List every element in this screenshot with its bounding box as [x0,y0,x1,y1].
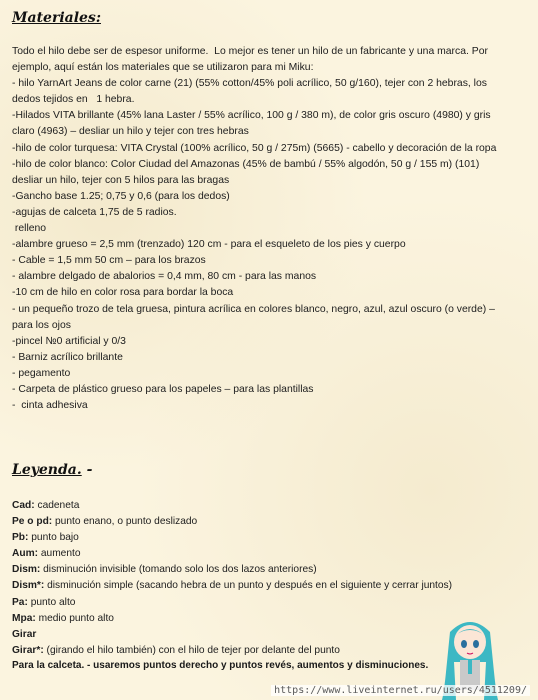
legend-desc: medio punto alto [35,612,114,624]
legend-desc: disminución simple (sacando hebra de un punto y después en el siguiente y cerrar juntos) [44,580,453,592]
materials-line: - Cable = 1,5 mm 50 cm – para los brazos [12,255,206,267]
legend-list [12,498,472,659]
materials-line: dedos tejidos en 1 hebra. [12,94,135,106]
legend-abbr: Pa: [12,596,28,608]
legend-abbr: Girar [12,628,37,640]
materials-line: - Carpeta de plástico grueso para los papeles – para las plantillas [12,383,314,395]
materials-line: -Hilados VITA brillante (45% lana Laster / 55% acrílico, 100 g / 380 m), de color gris oscuro (4980) y gris [12,110,491,122]
materials-line: - alambre delgado de abalorios = 0,4 mm, 80 cm - para las manos [12,271,317,283]
materials-line: desliar un hilo, tejer con 5 hilos para las bragas [12,174,230,186]
legend-abbr: Pb: [12,532,29,544]
legend-item [12,627,472,643]
materials-line: - Barniz acrílico brillante [12,351,123,363]
legend-abbr: Dism: [12,564,41,576]
materials-line: -hilo de color blanco: Color Ciudad del Amazonas (45% de bambú / 55% algodón, 50 g / 155 m) (101) [12,158,480,170]
materials-line: -agujas de calceta 1,75 de 5 radios. [12,206,177,218]
legend-item [12,530,472,546]
materials-heading: Materiales: [12,10,101,26]
source-watermark: https://www.liveinternet.ru/users/4511209/ [271,685,530,696]
materials-line: Todo el hilo debe ser de espesor uniforme. Lo mejor es tener un hilo de un fabricante y una marca. Por [12,46,488,57]
legend-desc: disminución invisible (tomando solo los dos lazos anteriores) [40,564,317,576]
legend-desc: punto bajo [28,532,79,544]
legend-abbr: Mpa: [12,612,36,624]
legend-desc: punto alto [27,596,76,608]
legend-item [12,643,472,659]
materials-list [12,44,527,414]
materials-line: -Gancho base 1.25; 0,75 y 0,6 (para los dedos) [12,190,230,202]
legend-abbr: Dism*: [12,580,45,592]
legend-desc: cadeneta [34,500,80,511]
materials-line: - un pequeño trozo de tela gruesa, pintura acrílica en colores blanco, negro, azul, azul oscuro (o verde) – [12,303,495,315]
legend-desc: (girando el hilo también) con el hilo de tejer por delante del punto [43,644,340,656]
legend-heading-suffix: - [81,462,93,478]
materials-line: -pincel №0 artificial y 0/3 [12,335,126,347]
materials-line: -alambre grueso = 2,5 mm (trenzado) 120 cm - para el esqueleto de los pies y cuerpo [12,239,406,251]
legend-item [12,546,472,562]
materials-line: claro (4963) – desliar un hilo y tejer con tres hebras [12,126,249,138]
legend-desc: aumento [38,548,81,560]
legend-abbr: Aum: [12,548,39,560]
legend-item [12,578,472,594]
legend-item [12,595,472,611]
materials-line: relleno [12,223,47,235]
legend-heading [12,462,92,478]
legend-item [12,514,472,530]
materials-line: - cinta adhesiva [12,400,88,412]
materials-line: para los ojos [12,319,71,331]
materials-line: -hilo de color turquesa: VITA Crystal (100% acrílico, 50 g / 275m) (5665) - cabello y decoración de la ropa [12,142,497,154]
legend-item [12,562,472,578]
materials-line: - pegamento [12,367,71,379]
materials-line: -10 cm de hilo en color rosa para bordar la boca [12,287,234,299]
legend-item [12,498,472,514]
materials-line: - hilo YarnArt Jeans de color carne (21) (55% cotton/45% poli acrílico, 50 g/160), tejer con 2 hebras, los [12,78,487,90]
knitting-note: Para la calceta. - usaremos puntos derecho y puntos revés, aumentos y disminuciones. [12,660,429,671]
legend-abbr: Pe o pd: [12,516,53,528]
legend-item [12,611,472,627]
legend-abbr: Girar*: [12,644,44,656]
legend-desc: punto enano, o punto deslizado [52,516,198,528]
materials-line: ejemplo, aquí están los materiales que se utilizaron para mi Miku: [12,62,314,74]
legend-abbr: Cad: [12,500,35,511]
legend-heading-text: Leyenda. [12,462,82,478]
